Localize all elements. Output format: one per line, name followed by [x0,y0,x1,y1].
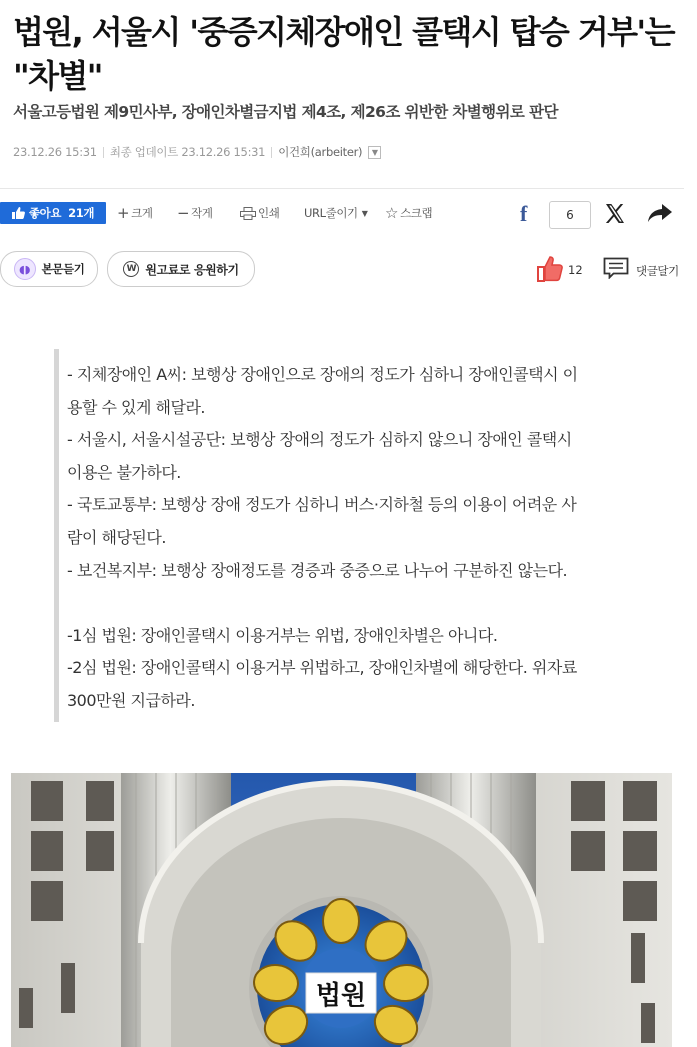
article-title-line-2: "차별" [13,57,102,95]
star-icon: ☆ [385,204,399,222]
recommend-count: 12 [568,263,583,277]
quote-line: -2심 법원: 장애인콜택시 이용거부 위법하고, 장애인차별에 해당한다. 위자료 [67,658,577,678]
like-label: 좋아요 [28,206,62,220]
support-label: 원고료로 응원하기 [145,262,239,277]
url-shorten-button[interactable] [304,205,368,221]
plus-icon: + [117,204,130,222]
article-meta [13,143,381,161]
headphones-icon: ◖◗ [14,258,36,280]
header-divider [0,188,684,189]
article-toolbar [0,201,697,227]
chevron-down-icon: ▼ [361,208,368,218]
font-bigger-button[interactable] [117,205,153,221]
x-icon[interactable] [605,204,625,223]
font-smaller-button[interactable] [177,205,213,221]
quote-line: 용할 수 있게 해달라. [67,397,205,417]
quote-line: - 지체장애인 A씨: 보행상 장애인으로 장애의 정도가 심하니 장애인콜택시 이 [67,365,578,384]
thumbs-up-icon[interactable] [537,256,563,282]
court-building-photo [11,773,672,1047]
quote-lines [67,359,632,718]
article-title [13,10,689,98]
quote-line: - 보건복지부: 보행상 장애정도를 경증과 중증으로 나누어 구분하진 않는다. [67,560,568,580]
facebook-share-count: 6 [549,201,591,229]
print-label: 인쇄 [258,206,280,220]
like-button[interactable] [0,202,106,224]
like-count: 21개 [68,206,95,220]
won-icon: W [123,261,139,277]
support-button[interactable] [107,251,255,287]
meta-divider [103,147,104,158]
updated-time: 최종 업데이트 23.12.26 15:31 [109,145,266,159]
quote-line [67,587,632,620]
published-time: 23.12.26 15:31 [13,145,97,159]
quote-block [54,349,639,722]
listen-button[interactable] [0,251,98,287]
author-dropdown-icon[interactable]: ▼ [368,146,381,159]
printer-icon [240,207,256,220]
minus-icon: − [177,204,190,222]
quote-line: 이용은 불가하다. [67,462,181,482]
article-actions [0,251,697,287]
scrap-button[interactable] [385,205,432,221]
url-shorten-label: URL줄이기 [304,206,358,220]
quote-line: 300만원 지급하라. [67,690,195,710]
quote-line: -1심 법원: 장애인콜택시 이용거부는 위법, 장애인차별은 아니다. [67,625,498,645]
quote-line: - 서울시, 서울시설공단: 보행상 장애의 정도가 심하지 않으니 장애인 콜택시 [67,430,572,450]
font-bigger-label: 크게 [131,206,153,220]
emblem-text: 법원 [315,981,367,1011]
scrap-label: 스크랩 [400,206,433,220]
print-button[interactable] [240,205,279,221]
quote-line: - 국토교통부: 보행상 장애 정도가 심하니 버스·지하철 등의 이용이 어려운 사 [67,495,577,515]
author-link[interactable]: 이건희(arbeiter) [278,145,363,159]
thumbs-up-icon [12,207,25,219]
share-arrow-icon[interactable] [648,204,672,222]
quote-line: 람이 해당된다. [67,527,166,547]
listen-label: 본문듣기 [41,262,85,276]
comment-label: 댓글달기 [636,264,679,278]
article-title-line-1: 법원, 서울시 '중증지체장애인 콜택시 탑승 거부'는 [13,13,674,51]
facebook-icon[interactable]: f [520,201,528,226]
meta-divider [271,147,272,158]
font-smaller-label: 작게 [191,206,213,220]
article-subtitle: 서울고등법원 제9민사부, 장애인차별금지법 제4조, 제26조 위반한 차별행위로 판단 [13,103,558,121]
comment-icon[interactable] [603,257,629,279]
